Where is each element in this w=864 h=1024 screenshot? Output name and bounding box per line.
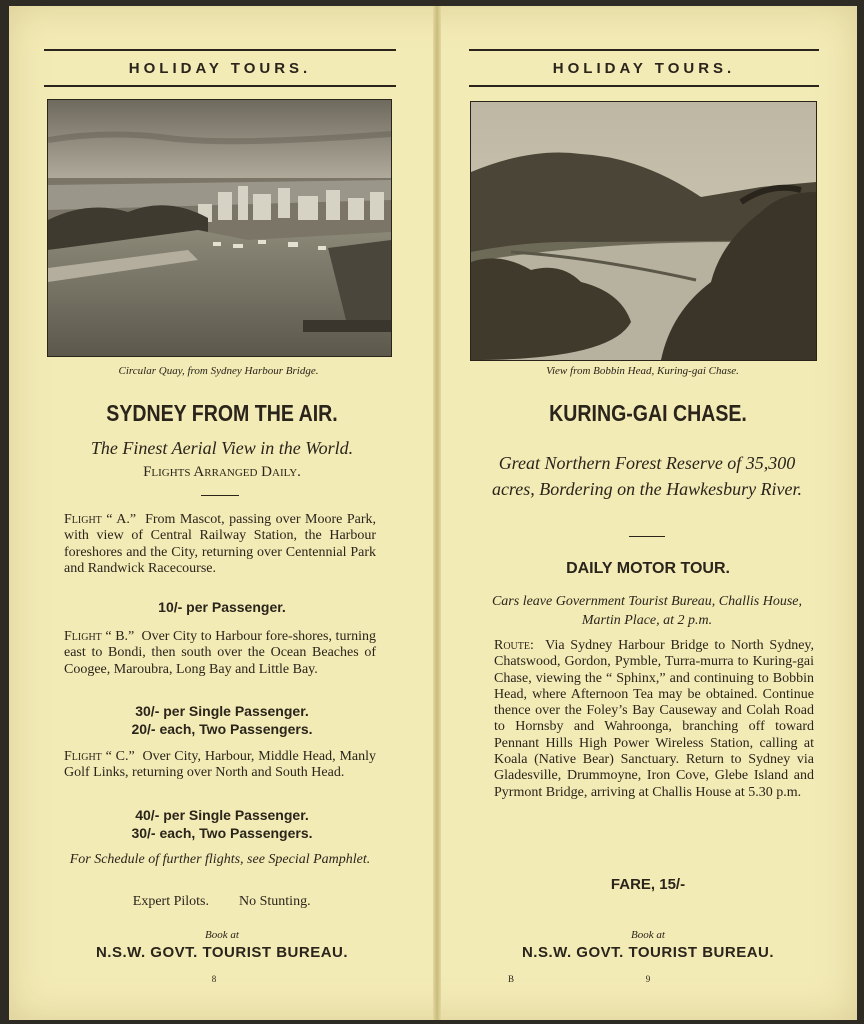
flights-arranged-daily: Flights Arranged Daily. [143,464,301,480]
flight-c-price-two: 30/- each, Two Passengers. [131,825,313,841]
flight-c-text: Over City, Harbour, Middle Head, Manly Golf Links, returning over North and South Head. [64,749,377,781]
left-subtitle: The Finest Aerial View in the World. [90,438,354,458]
flight-b-price-two: 20/- each, Two Passengers. [131,721,313,737]
right-subtitle: Great Northern Forest Reserve of 35,300 acres, Bordering on the Hawkesbury River. [491,453,803,499]
flight-b-description [64,629,376,678]
right-page [439,6,857,1020]
no-stunting: No Stunting. [239,894,311,909]
sydney-from-the-air-title: SYDNEY FROM THE AIR. [106,400,338,426]
booklet-spread [9,6,857,1020]
left-photo-caption: Circular Quay, from Sydney Harbour Bridge. [118,365,319,377]
right-page-header: HOLIDAY TOURS. [469,49,819,87]
right-bureau: N.S.W. GOVT. TOURIST BUREAU. [521,944,775,961]
flight-b-price-single: 30/- per Single Passenger. [135,703,309,719]
left-book-at: Book at [205,929,239,941]
flight-a-text: From Mascot, passing over Moore Park, with view of Central Railway Station, the Harbour foreshores and the City, returning over Centennial Park and Randwick Racecourse. [64,512,377,576]
flight-a-price: 10/- per Passenger. [158,599,286,615]
schedule-note: For Schedule of further flights, see Special Pamphlet. [69,852,371,867]
fare: FARE, 15/- [610,876,686,893]
flight-b-text: Over City to Harbour fore-shores, turning east to Bondi, then south over the Ocean Beaches of Coogee, Maroubra, Long Bay and Little Bay. [64,629,377,677]
right-photo-caption: View from Bobbin Head, Kuring-gai Chase. [546,365,739,377]
flight-c-label: Flight “ C.” [64,749,135,764]
flight-a-label: Flight “ A.” [64,512,137,527]
flight-b-label: Flight “ B.” [64,629,135,644]
left-page [9,6,435,1020]
flight-c-description [64,749,376,782]
flight-c-price-single: 40/- per Single Passenger. [135,807,309,823]
circular-quay-photo [47,99,392,357]
right-page-number: 9 [645,974,651,984]
route-label: Route: [494,638,534,653]
left-bureau: N.S.W. GOVT. TOURIST BUREAU. [95,944,349,961]
expert-pilots: Expert Pilots. [132,894,209,909]
left-page-number: 8 [211,974,217,984]
left-page-header: HOLIDAY TOURS. [44,49,396,87]
cars-leave-note: Cars leave Government Tourist Bureau, Challis House, Martin Place, at 2 p.m. [491,594,803,628]
flight-a-description [64,512,376,577]
daily-motor-tour-title: DAILY MOTOR TOUR. [566,560,730,577]
route-text: Via Sydney Harbour Bridge to North Sydney, Chatswood, Gordon, Pymble, Turra-murra to Kuring-gai Chase, viewing the “ Sphinx,” and continuing to Bobbin Head, where Afternoon Tea may be obtained. Continue thence over the Foley’s Bay Causeway and Colah Road to Hornsby and Wahroonga, branching off toward Pennant Hills High Power Wireless Station, calling at Koala (Native Bear) Sanctuary. Return to Sydney via Gladesville, Drummoyne, Iron Cove, Glebe Island and Pyrmont Bridge, arriving at Challis House at 5.30 p.m. [494,638,814,800]
left-divider [201,495,239,496]
signature-mark: B [507,974,514,984]
right-divider [629,536,665,537]
right-book-at: Book at [631,929,665,941]
bobbin-head-photo [470,101,817,361]
kuring-gai-chase-title: KURING-GAI CHASE. [549,400,747,426]
route-description [494,638,814,801]
